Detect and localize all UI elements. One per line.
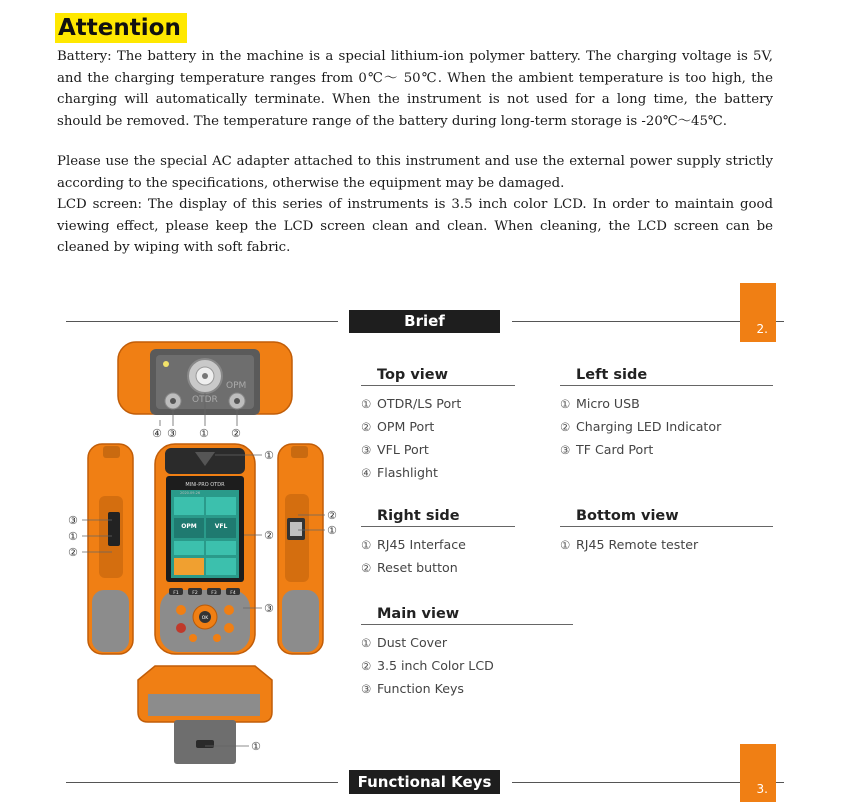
- left-side-image: [88, 444, 133, 654]
- page-tab-3: [740, 744, 776, 802]
- marker-bottom-1: ①: [251, 740, 261, 753]
- lcd-text: LCD screen: The display of this series of instruments is 3.5 inch color LCD. In order to maintain good viewing effect, please keep the LCD screen clean and clean. When cleaning, the LCD screen can be cleaned by wiping with soft fabric.: [57, 197, 773, 256]
- page-number: 2.: [756, 322, 768, 336]
- main-view-image: [155, 444, 255, 654]
- marker-main-2: ②: [264, 529, 274, 542]
- brief-banner: Brief: [349, 310, 500, 333]
- battery-text: Battery: The battery in the machine is a special lithium-ion polymer battery. The charging voltage is 5V, and the charging temperature ranges from 0℃～ 50℃. When the ambient temperature is too high, the charging will automatically terminate. When the instrument is not used for a long time, the battery should be removed. The temperature range of the battery during long-term storage is -20℃～45℃.: [57, 49, 773, 129]
- marker-top-3: ③: [167, 427, 177, 440]
- otdr-label: OTDR: [192, 395, 218, 405]
- marker-main-1: ①: [264, 449, 274, 462]
- attention-heading: Attention: [55, 13, 187, 43]
- list-item: ③ VFL Port: [361, 442, 429, 457]
- list-item: ② OPM Port: [361, 419, 435, 434]
- marker-right-1: ①: [327, 524, 337, 537]
- list-item: ④ Flashlight: [361, 465, 438, 480]
- fkey-2: F2: [192, 591, 198, 596]
- list-item: ② 3.5 inch Color LCD: [361, 658, 494, 673]
- marker-left-3: ③: [68, 514, 78, 527]
- bottom-view-title: Bottom view: [560, 508, 773, 527]
- page-number: 3.: [756, 782, 768, 796]
- list-item: ① Micro USB: [560, 396, 640, 411]
- fkey-4: F4: [230, 591, 236, 596]
- status-time: 2020.09.26: [180, 491, 201, 495]
- fkey-1: F1: [173, 591, 179, 596]
- functional-keys-banner: Functional Keys: [349, 770, 500, 794]
- main-view-title: Main view: [361, 606, 573, 625]
- marker-main-3: ③: [264, 602, 274, 615]
- marker-top-1: ①: [199, 427, 209, 440]
- adapter-text: Please use the special AC adapter attached to this instrument and use the external power supply strictly according to the specifications, otherwise the equipment may be damaged.: [57, 154, 773, 191]
- list-item: ① RJ45 Remote tester: [560, 537, 699, 552]
- fk-rule-left: [66, 782, 338, 783]
- list-item: ① OTDR/LS Port: [361, 396, 462, 411]
- marker-top-2: ②: [231, 427, 241, 440]
- list-item: ① RJ45 Interface: [361, 537, 466, 552]
- marker-top-4: ④: [152, 427, 162, 440]
- tile-opm: OPM: [181, 523, 197, 530]
- tile-vfl: VFL: [214, 523, 228, 530]
- right-side-image: [278, 444, 323, 654]
- top-view-title: Top view: [361, 367, 515, 386]
- opm-label: OPM: [226, 381, 247, 391]
- fkey-3: F3: [211, 591, 217, 596]
- screen-title: MINI-PRO OTDR: [185, 482, 225, 488]
- marker-left-2: ②: [68, 546, 78, 559]
- list-item: ② Charging LED Indicator: [560, 419, 722, 434]
- right-side-title: Right side: [361, 508, 515, 527]
- list-item: ② Reset button: [361, 560, 458, 575]
- left-side-title: Left side: [560, 367, 773, 386]
- marker-right-2: ②: [327, 509, 337, 522]
- list-item: ① Dust Cover: [361, 635, 448, 650]
- list-item: ③ Function Keys: [361, 681, 464, 696]
- ok-key: OK: [201, 616, 209, 621]
- marker-left-1: ①: [68, 530, 78, 543]
- list-item: ③ TF Card Port: [560, 442, 654, 457]
